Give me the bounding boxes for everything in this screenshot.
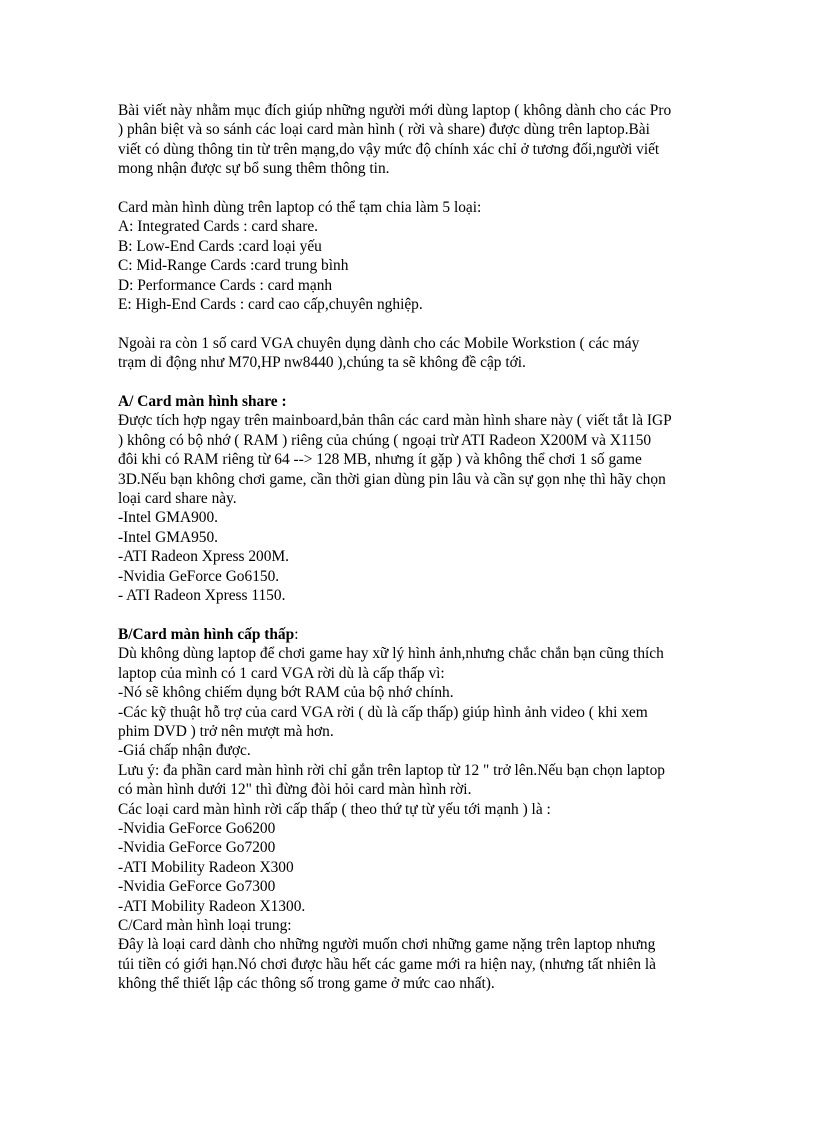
section-c-line: túi tiền có giới hạn.Nó chơi được hầu hết các game mới ra hiện nay, (nhưng tất nhiên là [118,955,657,973]
section-c-line: không thể thiết lập các thông số trong game ở mức cao nhất). [118,975,495,993]
paragraph-spacer [118,314,708,333]
section-c-line: Đây là loại card dành cho những người muốn chơi những game nặng trên laptop nhưng [118,936,656,954]
section-b-list-item: -Nvidia GeForce Go6200 [118,819,276,837]
section-b-line: Lưu ý: đa phần card màn hình rời chỉ gắn trên laptop từ 12 " trở lên.Nếu bạn chọn laptop [118,761,665,779]
section-b-line: phim DVD ) trở nên mượt mà hơn. [118,722,334,740]
section-a-list-item: -Intel GMA900. [118,509,219,527]
workstation-note-line: trạm di động như M70,HP nw8440 ),chúng ta sẽ không đề cập tới. [118,354,526,372]
section-b-heading: B/Card màn hình cấp thấp [118,625,295,643]
section-b-line: -Các kỹ thuật hỗ trợ của card VGA rời ( dù là cấp thấp) giúp hình ảnh video ( khi xem [118,703,648,721]
section-b-list-item: -Nvidia GeForce Go7300 [118,878,276,896]
intro-line: mong nhận được sự bổ sung thêm thông tin. [118,160,390,178]
classification-item: B: Low-End Cards :card loại yếu [118,237,322,255]
classification-paragraph [118,198,708,314]
classification-item: A: Integrated Cards : card share. [118,218,318,236]
intro-paragraph [118,101,708,179]
paragraph-spacer [118,373,708,392]
workstation-note-paragraph [118,334,708,373]
section-b-list-item: -ATI Mobility Radeon X1300. [118,897,306,915]
classification-lead: Card màn hình dùng trên laptop có thể tạm chia làm 5 loại: [118,199,482,217]
section-c-heading: C/Card màn hình loại trung: [118,917,292,934]
section-b-line: Các loại card màn hình rời cấp thấp ( theo thứ tự từ yếu tới mạnh ) là : [118,800,551,818]
classification-item: E: High-End Cards : card cao cấp,chuyên nghiệp. [118,296,423,314]
section-c [118,916,708,994]
section-b-line: -Nó sẽ không chiếm dụng bớt RAM của bộ nhớ chính. [118,684,454,702]
section-b-line: có màn hình dưới 12" thì đừng đòi hỏi card màn hình rời. [118,781,472,799]
section-b-line: laptop của mình có 1 card VGA rời dù là cấp thấp vì: [118,664,445,682]
section-a-line: loại card share này. [118,490,237,508]
document-body [118,101,708,994]
section-b-list-item: -ATI Mobility Radeon X300 [118,858,294,876]
section-b-list-item: -Nvidia GeForce Go7200 [118,839,276,857]
paragraph-spacer [118,179,708,198]
paragraph-spacer [118,606,708,625]
section-b-heading-colon: : [294,625,299,643]
classification-item: C: Mid-Range Cards :card trung bình [118,257,349,275]
section-a-line: Được tích hợp ngay trên mainboard,bản thân các card màn hình share này ( viết tắt là IGP [118,412,672,430]
section-b [118,625,708,916]
section-a-line: 3D.Nếu bạn không chơi game, cần thời gian dùng pin lâu và cần sự gọn nhẹ thì hãy chọn [118,470,666,488]
section-a [118,392,708,605]
intro-line: Bài viết này nhằm mục đích giúp những người mới dùng laptop ( không dành cho các Pro [118,102,672,119]
section-b-line: Dù không dùng laptop để chơi game hay xữ lý hình ảnh,nhưng chắc chắn bạn cũng thích [118,645,664,663]
section-a-list-item: - ATI Radeon Xpress 1150. [118,587,286,605]
section-b-line: -Giá chấp nhận được. [118,742,251,760]
section-a-list-item: -Nvidia GeForce Go6150. [118,567,280,585]
workstation-note-line: Ngoài ra còn 1 số card VGA chuyên dụng dành cho các Mobile Workstion ( các máy [118,334,640,352]
section-a-list-item: -ATI Radeon Xpress 200M. [118,548,289,566]
section-a-heading: A/ Card màn hình share : [118,393,287,411]
section-a-list-item: -Intel GMA950. [118,528,219,546]
section-a-line: đôi khi có RAM riêng từ 64 --> 128 MB, nhưng ít gặp ) và không thể chơi 1 số game [118,451,642,469]
section-b-heading-line [118,625,708,644]
classification-item: D: Performance Cards : card mạnh [118,276,333,294]
intro-line: viết có dùng thông tin từ trên mạng,do vậy mức độ chính xác chỉ ở tương đối,người viết [118,140,660,158]
intro-line: ) phân biệt và so sánh các loại card màn hình ( rời và share) được dùng trên laptop.Bài [118,121,650,139]
section-a-line: ) không có bộ nhớ ( RAM ) riêng của chúng ( ngoại trừ ATI Radeon X200M và X1150 [118,431,652,449]
